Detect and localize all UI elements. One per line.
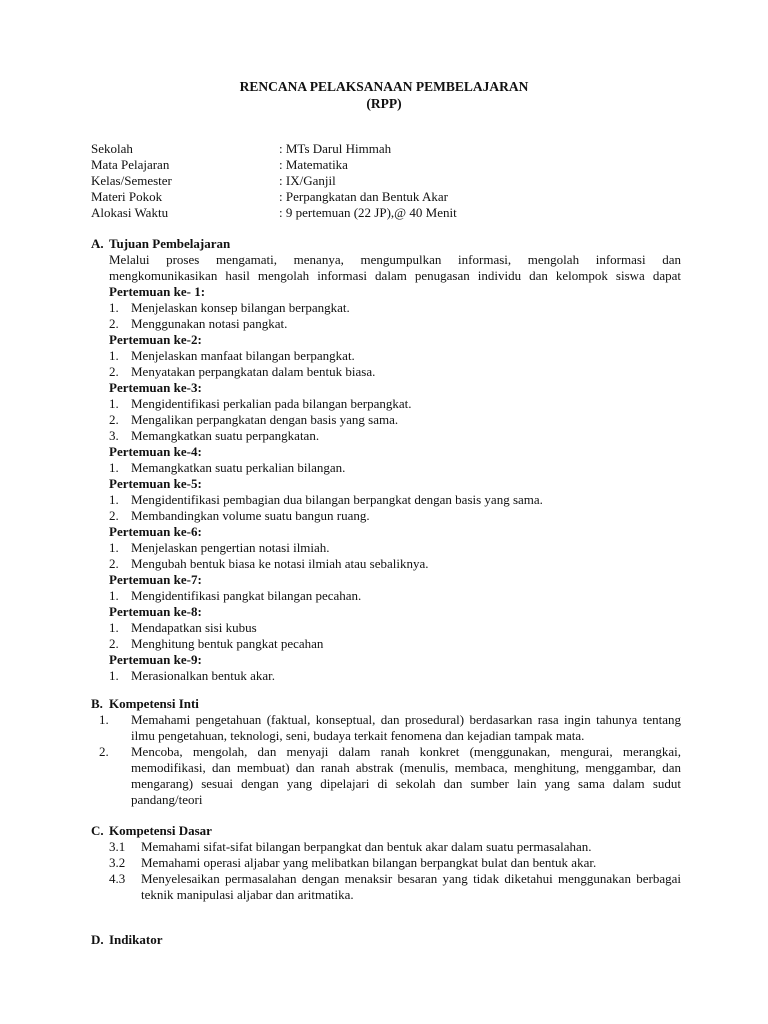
item-number: 1.: [109, 588, 119, 603]
item-text: Memahami sifat-sifat bilangan berpangkat dan bentuk akar dalam suatu permasalahan.: [141, 839, 592, 854]
item-number: 2.: [99, 744, 109, 759]
section-heading-text: Tujuan Pembelajaran: [109, 236, 231, 251]
item-number: 1.: [109, 540, 119, 555]
list-item: [109, 839, 681, 855]
item-text: Menjelaskan manfaat bilangan berpangkat.: [131, 348, 355, 363]
item-text: Memahami pengetahuan (faktual, konseptual, dan prosedural) berdasarkan rasa ingin tahunya tentang ilmu pengetahuan, teknologi, seni, budaya terkait fenomena dan kejadian tampak mata.: [131, 712, 681, 743]
item-text: Mendapatkan sisi kubus: [131, 620, 257, 635]
list-item: [109, 396, 681, 412]
section-kompetensi-dasar: [91, 823, 681, 903]
section-heading: [91, 932, 681, 948]
section-letter: C.: [91, 823, 104, 838]
item-text: Mengalikan perpangkatan dengan basis yang sama.: [131, 412, 399, 427]
item-number: 1.: [109, 460, 119, 475]
item-number: 2.: [109, 412, 119, 427]
meeting-title: Pertemuan ke-7:: [109, 572, 202, 587]
identity-table: [91, 141, 457, 221]
item-text: Menyelesaikan permasalahan dengan menaksir besaran yang tidak diketahui menggunakan berbagai teknik manipulasi aljabar dan aritmatika.: [141, 871, 681, 902]
list-item: [109, 460, 681, 476]
list-item: [109, 588, 681, 604]
section-letter: B.: [91, 696, 103, 711]
list-item: [109, 348, 681, 364]
item-number: 1.: [109, 620, 119, 635]
item-text: Menyatakan perpangkatan dalam bentuk biasa.: [131, 364, 376, 379]
info-label: Kelas/Semester: [91, 173, 172, 188]
item-number: 3.2: [109, 855, 126, 870]
list-item: [109, 668, 681, 684]
list-item: [109, 316, 681, 332]
item-number: 1.: [109, 396, 119, 411]
item-text: Merasionalkan bentuk akar.: [131, 668, 276, 683]
item-number: 3.: [109, 428, 119, 443]
list-item: [99, 744, 681, 808]
meeting-title: Pertemuan ke-6:: [109, 524, 202, 539]
info-value: : 9 pertemuan (22 JP),@ 40 Menit: [279, 205, 457, 220]
item-text: Menggunakan notasi pangkat.: [131, 316, 288, 331]
info-row: [91, 205, 457, 221]
document-title: RENCANA PELAKSANAAN PEMBELAJARAN: [239, 79, 529, 94]
item-text: Mengidentifikasi pembagian dua bilangan berpangkat dengan basis yang sama.: [131, 492, 543, 507]
intro-line: mengkomunikasikan hasil mengolah informasi dalam penugasan individu dan kelompok siswa dapat: [109, 268, 681, 283]
item-number: 2.: [109, 316, 119, 331]
section-kompetensi-inti: [91, 696, 681, 808]
meeting-title: Pertemuan ke-3:: [109, 380, 202, 395]
item-number: 1.: [99, 712, 109, 727]
meeting-block: [109, 380, 681, 444]
list-item: [109, 508, 681, 524]
item-number: 1.: [109, 300, 119, 315]
item-number: 3.1: [109, 839, 126, 854]
meeting-block: [109, 604, 681, 652]
document-subtitle: (RPP): [366, 96, 402, 111]
info-row: [91, 157, 457, 173]
meeting-title: Pertemuan ke-5:: [109, 476, 202, 491]
list-item: [99, 712, 681, 744]
list-item: [109, 636, 681, 652]
section-indikator: [91, 932, 681, 948]
item-number: 2.: [109, 636, 119, 651]
item-text: Memangkatkan suatu perpangkatan.: [131, 428, 320, 443]
meeting-title: Pertemuan ke-4:: [109, 444, 202, 459]
meeting-block: [109, 332, 681, 380]
list-item: [109, 871, 681, 903]
meeting-block: [109, 284, 681, 332]
list-item: [109, 300, 681, 316]
item-text: Menjelaskan konsep bilangan berpangkat.: [131, 300, 350, 315]
item-text: Mengidentifikasi pangkat bilangan pecahan.: [131, 588, 362, 603]
item-text: Menghitung bentuk pangkat pecahan: [131, 636, 324, 651]
list-item: [109, 540, 681, 556]
info-row: [91, 189, 457, 205]
info-value: : Matematika: [279, 157, 348, 172]
list-item: [109, 412, 681, 428]
info-value: : IX/Ganjil: [279, 173, 336, 188]
meeting-block: [109, 652, 681, 684]
item-number: 1.: [109, 492, 119, 507]
meeting-block: [109, 444, 681, 476]
section-tujuan-pembelajaran: [91, 236, 681, 684]
item-number: 4.3: [109, 871, 126, 886]
meeting-block: [109, 572, 681, 604]
meeting-title: Pertemuan ke-2:: [109, 332, 202, 347]
list-item: [109, 855, 681, 871]
info-label: Alokasi Waktu: [91, 205, 169, 220]
section-heading-text: Indikator: [109, 932, 163, 947]
item-text: Memahami operasi aljabar yang melibatkan bilangan berpangkat bulat dan bentuk akar.: [141, 855, 597, 870]
info-label: Sekolah: [91, 141, 133, 156]
section-heading-text: Kompetensi Inti: [109, 696, 199, 711]
info-value: : Perpangkatan dan Bentuk Akar: [279, 189, 448, 204]
item-text: Mengidentifikasi perkalian pada bilangan berpangkat.: [131, 396, 412, 411]
item-number: 2.: [109, 364, 119, 379]
meeting-block: [109, 476, 681, 524]
item-text: Menjelaskan pengertian notasi ilmiah.: [131, 540, 330, 555]
item-text: Memangkatkan suatu perkalian bilangan.: [131, 460, 346, 475]
meeting-block: [109, 524, 681, 572]
item-number: 1.: [109, 668, 119, 683]
list-item: [109, 428, 681, 444]
item-number: 1.: [109, 348, 119, 363]
info-value: : MTs Darul Himmah: [279, 141, 392, 156]
list-item: [109, 364, 681, 380]
section-heading: [91, 696, 681, 712]
intro-line: Melalui proses mengamati, menanya, mengumpulkan informasi, mengolah informasi dan: [109, 252, 681, 267]
list-item: [109, 620, 681, 636]
section-heading: [91, 236, 681, 252]
section-letter: A.: [91, 236, 104, 251]
info-label: Materi Pokok: [91, 189, 163, 204]
info-label: Mata Pelajaran: [91, 157, 170, 172]
item-text: Mengubah bentuk biasa ke notasi ilmiah atau sebaliknya.: [131, 556, 429, 571]
item-text: Mencoba, mengolah, dan menyaji dalam ranah konkret (menggunakan, mengurai, merangkai, memodifikasi, dan membuat) dan ranah abstrak (menulis, membaca, menghitung, menggambar, dan mengarang) sesuai dengan yang dipelajari di sekolah dan sumber lain yang sama dalam sudut pandang/teori: [131, 744, 681, 807]
item-number: 2.: [109, 508, 119, 523]
list-item: [109, 492, 681, 508]
info-row: [91, 141, 457, 157]
meeting-title: Pertemuan ke-9:: [109, 652, 202, 667]
section-heading: [91, 823, 681, 839]
meeting-title: Pertemuan ke-8:: [109, 604, 202, 619]
item-text: Membandingkan volume suatu bangun ruang.: [131, 508, 370, 523]
item-number: 2.: [109, 556, 119, 571]
info-row: [91, 173, 457, 189]
section-heading-text: Kompetensi Dasar: [109, 823, 212, 838]
meeting-title: Pertemuan ke- 1:: [109, 284, 206, 299]
list-item: [109, 556, 681, 572]
section-letter: D.: [91, 932, 104, 947]
